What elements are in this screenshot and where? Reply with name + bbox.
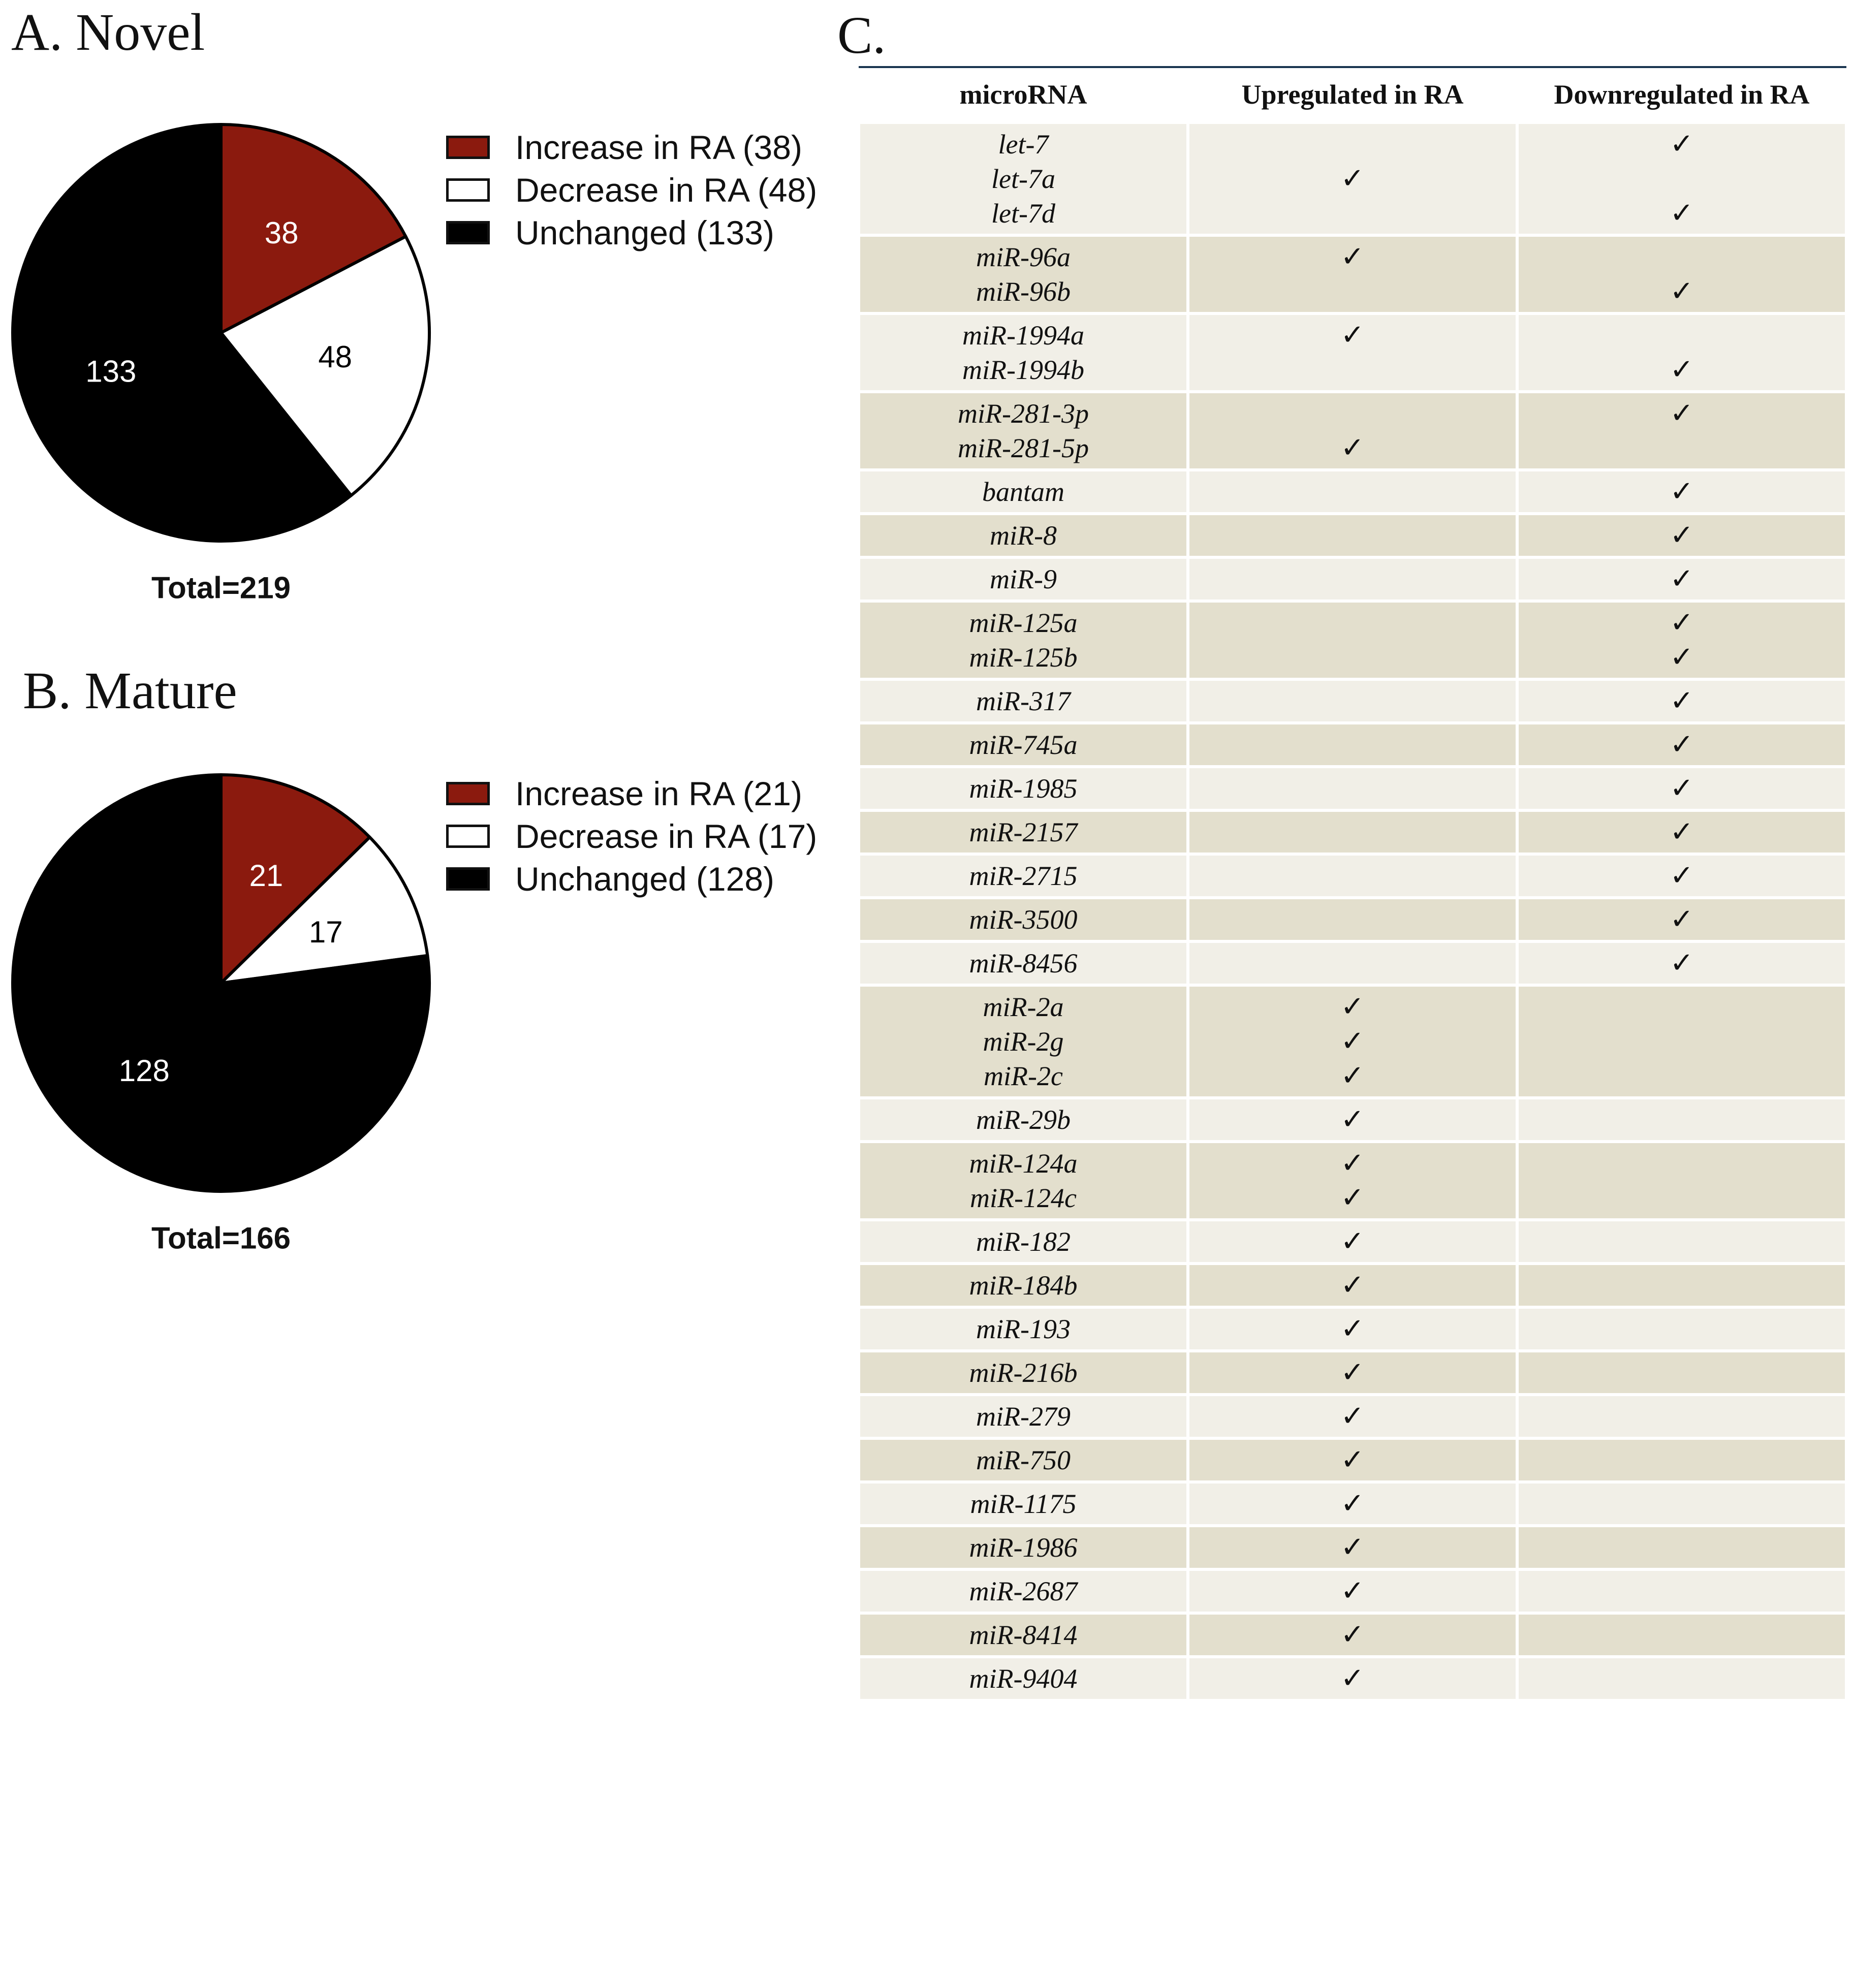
microrna-cell [859,235,1188,313]
microrna-cell [859,1526,1188,1569]
check-icon: ✓ [1670,397,1694,430]
table-row [859,470,1846,514]
check-icon: ✓ [1670,946,1694,980]
legend-swatch [446,782,490,805]
check-icon: ✓ [1670,353,1694,386]
table-row [859,810,1846,854]
table-row [859,941,1846,985]
check-icon: ✓ [1340,1574,1365,1607]
upregulated-cell [1188,557,1517,601]
upregulated-cell [1188,679,1517,723]
microrna-cell [859,1657,1188,1700]
microrna-name: let-7a [991,164,1055,194]
legend-item-increase [446,126,817,169]
check-icon: ✓ [1340,1025,1365,1058]
downregulated-cell [1517,767,1846,810]
downregulated-cell [1517,1351,1846,1395]
check-icon: ✓ [1670,684,1694,717]
table-row [859,514,1846,557]
check-icon: ✓ [1670,475,1694,508]
check-icon: ✓ [1340,1269,1365,1302]
table-row [859,122,1846,235]
legend-swatch [446,136,490,159]
table-row [859,723,1846,767]
check-icon: ✓ [1340,1181,1365,1214]
upregulated-cell [1188,1438,1517,1482]
table-row [859,313,1846,392]
downregulated-cell [1517,1657,1846,1700]
microrna-name: miR-124a [969,1148,1078,1179]
check-icon: ✓ [1670,197,1694,230]
upregulated-cell [1188,1220,1517,1264]
microrna-name: miR-750 [976,1445,1071,1475]
table-row [859,985,1846,1098]
downregulated-cell [1517,985,1846,1098]
table-row [859,1220,1846,1264]
table-row [859,601,1846,679]
slice-label-decrease: 48 [318,339,353,374]
microrna-name: miR-2g [983,1026,1064,1057]
slice-label-increase: 21 [249,858,284,893]
microrna-name: miR-125b [969,642,1078,673]
legend-label: Unchanged (128) [515,860,775,898]
microrna-name: let-7d [991,198,1055,229]
check-icon: ✓ [1340,240,1365,273]
table-row [859,1098,1846,1142]
column-header-upregulated: Upregulated in RA [1188,67,1517,122]
table-row [859,1264,1846,1307]
novel-legend [446,126,817,254]
check-icon: ✓ [1340,1312,1365,1345]
legend-item-increase [446,772,817,815]
panel-c-title: C. [837,6,886,65]
microrna-name: miR-2157 [969,817,1078,847]
microrna-name: miR-8456 [969,948,1078,979]
microrna-name: miR-1985 [969,773,1078,804]
check-icon: ✓ [1340,431,1365,464]
microrna-name: miR-8414 [969,1620,1078,1650]
microrna-cell [859,1395,1188,1438]
table-row [859,392,1846,470]
upregulated-cell [1188,1569,1517,1613]
microrna-cell [859,514,1188,557]
microrna-cell [859,985,1188,1098]
microrna-cell [859,1307,1188,1351]
microrna-cell [859,313,1188,392]
check-icon: ✓ [1670,728,1694,761]
slice-label-unchanged: 133 [85,354,137,389]
legend-label: Increase in RA (38) [515,129,802,166]
upregulated-cell [1188,1098,1517,1142]
microrna-name: bantam [982,477,1064,507]
check-icon: ✓ [1670,815,1694,848]
check-icon: ✓ [1340,1531,1365,1564]
downregulated-cell [1517,898,1846,941]
downregulated-cell [1517,1526,1846,1569]
microrna-cell [859,1351,1188,1395]
legend-item-decrease [446,815,817,858]
microrna-cell [859,767,1188,810]
mature-pie-chart [0,762,457,1270]
microrna-cell [859,1142,1188,1220]
check-icon: ✓ [1340,1443,1365,1476]
microrna-name: miR-216b [969,1358,1078,1388]
total-label: Total=219 [151,571,291,605]
downregulated-cell [1517,557,1846,601]
microrna-cell [859,854,1188,898]
upregulated-cell [1188,941,1517,985]
upregulated-cell [1188,985,1517,1098]
check-icon: ✓ [1340,1487,1365,1520]
table-row [859,1395,1846,1438]
microrna-name: miR-279 [976,1401,1071,1432]
legend-swatch [446,825,490,848]
check-icon: ✓ [1670,903,1694,936]
microrna-name: miR-9 [990,564,1057,594]
check-icon: ✓ [1340,1356,1365,1389]
legend-label: Increase in RA (21) [515,775,802,812]
upregulated-cell [1188,1657,1517,1700]
downregulated-cell [1517,1098,1846,1142]
upregulated-cell [1188,313,1517,392]
microrna-name: miR-125a [969,608,1078,638]
microrna-name: miR-281-3p [958,398,1089,429]
microrna-name: miR-9404 [969,1663,1078,1694]
downregulated-cell [1517,514,1846,557]
microrna-name: miR-193 [976,1314,1071,1344]
table-row [859,679,1846,723]
microrna-name: miR-281-5p [958,433,1089,463]
table-row [859,1351,1846,1395]
upregulated-cell [1188,898,1517,941]
microrna-name: miR-182 [976,1226,1071,1257]
microrna-name: miR-2715 [969,861,1078,891]
table-row [859,1613,1846,1657]
novel-pie-chart [0,112,457,620]
upregulated-cell [1188,854,1517,898]
check-icon: ✓ [1670,562,1694,595]
microrna-cell [859,898,1188,941]
upregulated-cell [1188,1613,1517,1657]
microrna-name: miR-1994b [962,355,1084,385]
upregulated-cell [1188,1482,1517,1526]
legend-swatch [446,867,490,891]
table-row [859,767,1846,810]
legend-label: Decrease in RA (48) [515,171,818,209]
microrna-name: miR-124c [970,1183,1077,1213]
upregulated-cell [1188,1264,1517,1307]
microrna-cell [859,1613,1188,1657]
check-icon: ✓ [1340,1662,1365,1695]
total-label: Total=166 [151,1221,291,1255]
check-icon: ✓ [1340,1618,1365,1651]
microrna-name: miR-2687 [969,1576,1078,1606]
downregulated-cell [1517,1307,1846,1351]
table-header-row [859,67,1846,122]
downregulated-cell [1517,470,1846,514]
downregulated-cell [1517,1220,1846,1264]
downregulated-cell [1517,1482,1846,1526]
check-icon: ✓ [1340,162,1365,195]
downregulated-cell [1517,1569,1846,1613]
downregulated-cell [1517,1438,1846,1482]
column-header-downregulated: Downregulated in RA [1517,67,1846,122]
upregulated-cell [1188,1395,1517,1438]
table-row [859,1482,1846,1526]
downregulated-cell [1517,392,1846,470]
microrna-cell [859,122,1188,235]
microrna-name: miR-8 [990,520,1057,551]
microrna-name: miR-3500 [969,904,1078,935]
downregulated-cell [1517,235,1846,313]
upregulated-cell [1188,767,1517,810]
table-row [859,557,1846,601]
microrna-name: miR-96a [976,242,1071,272]
upregulated-cell [1188,601,1517,679]
check-icon: ✓ [1670,128,1694,161]
microrna-name: miR-29b [976,1105,1071,1135]
downregulated-cell [1517,601,1846,679]
microrna-table [857,66,1848,1702]
microrna-cell [859,557,1188,601]
downregulated-cell [1517,1264,1846,1307]
legend-item-unchanged [446,211,817,254]
upregulated-cell [1188,1526,1517,1569]
upregulated-cell [1188,810,1517,854]
microrna-cell [859,810,1188,854]
downregulated-cell [1517,1395,1846,1438]
microrna-name: miR-1994a [962,320,1084,351]
upregulated-cell [1188,723,1517,767]
microrna-cell [859,470,1188,514]
check-icon: ✓ [1340,1400,1365,1433]
upregulated-cell [1188,235,1517,313]
microrna-cell [859,941,1188,985]
panel-a-title: A. Novel [11,3,205,61]
microrna-cell [859,1264,1188,1307]
upregulated-cell [1188,470,1517,514]
check-icon: ✓ [1340,1059,1365,1092]
table-row [859,235,1846,313]
check-icon: ✓ [1670,519,1694,552]
downregulated-cell [1517,679,1846,723]
upregulated-cell [1188,1307,1517,1351]
downregulated-cell [1517,723,1846,767]
mature-legend [446,772,817,900]
microrna-cell [859,723,1188,767]
microrna-cell [859,679,1188,723]
check-icon: ✓ [1340,319,1365,352]
microrna-name: miR-2c [984,1061,1063,1091]
check-icon: ✓ [1670,275,1694,308]
slice-label-increase: 38 [264,216,299,250]
upregulated-cell [1188,1142,1517,1220]
table-row [859,898,1846,941]
downregulated-cell [1517,313,1846,392]
upregulated-cell [1188,1351,1517,1395]
microrna-cell [859,1098,1188,1142]
table-row [859,1526,1846,1569]
table-row [859,1657,1846,1700]
legend-item-unchanged [446,858,817,900]
microrna-name: let-7 [998,129,1049,160]
microrna-name: miR-317 [976,686,1071,716]
upregulated-cell [1188,514,1517,557]
slice-label-decrease: 17 [308,914,343,949]
microrna-name: miR-184b [969,1270,1078,1301]
table-row [859,1438,1846,1482]
microrna-name: miR-1175 [970,1489,1077,1519]
table-row [859,854,1846,898]
microrna-cell [859,392,1188,470]
panel-b-title: B. Mature [23,661,237,720]
microrna-name: miR-745a [969,730,1078,760]
legend-label: Unchanged (133) [515,214,775,251]
downregulated-cell [1517,1613,1846,1657]
table-row [859,1307,1846,1351]
check-icon: ✓ [1340,990,1365,1023]
downregulated-cell [1517,1142,1846,1220]
check-icon: ✓ [1670,859,1694,892]
legend-swatch [446,221,490,244]
microrna-cell [859,1482,1188,1526]
legend-swatch [446,178,490,202]
column-header-microrna: microRNA [859,67,1188,122]
microrna-cell [859,1569,1188,1613]
downregulated-cell [1517,941,1846,985]
microrna-cell [859,601,1188,679]
check-icon: ✓ [1340,1103,1365,1136]
downregulated-cell [1517,854,1846,898]
check-icon: ✓ [1670,606,1694,639]
slice-label-unchanged: 128 [118,1054,170,1088]
check-icon: ✓ [1670,772,1694,805]
table-row [859,1569,1846,1613]
table-row [859,1142,1846,1220]
upregulated-cell [1188,392,1517,470]
microrna-cell [859,1438,1188,1482]
check-icon: ✓ [1670,641,1694,674]
downregulated-cell [1517,122,1846,235]
legend-item-decrease [446,169,817,211]
check-icon: ✓ [1340,1225,1365,1258]
downregulated-cell [1517,810,1846,854]
upregulated-cell [1188,122,1517,235]
microrna-name: miR-2a [983,992,1064,1022]
microrna-cell [859,1220,1188,1264]
check-icon: ✓ [1340,1147,1365,1180]
microrna-name: miR-96b [976,276,1071,307]
legend-label: Decrease in RA (17) [515,817,818,855]
microrna-name: miR-1986 [969,1532,1078,1563]
